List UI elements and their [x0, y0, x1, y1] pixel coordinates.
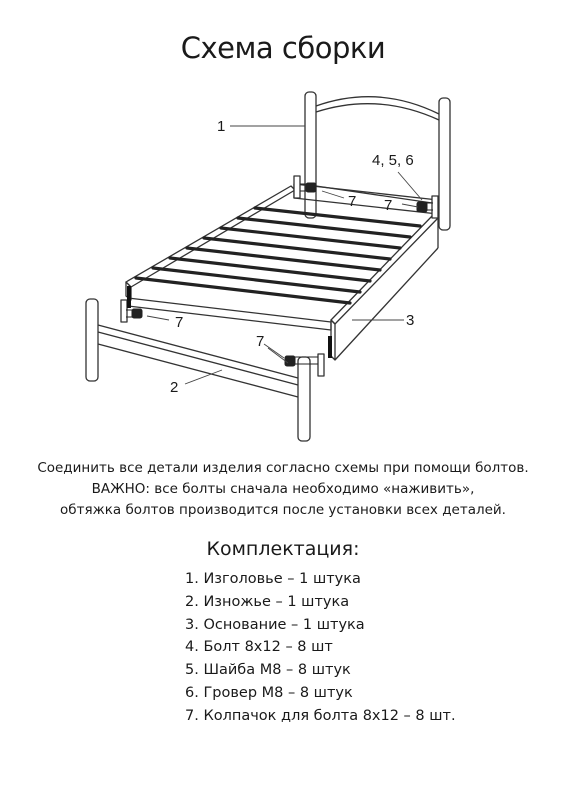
- base-slats: [136, 208, 420, 303]
- list-item: 5. Шайба М8 – 8 штук: [185, 662, 351, 679]
- page-title: Схема сборки: [180, 31, 386, 65]
- callout-base: 3: [406, 312, 415, 329]
- list-item: 7. Колпачок для болта 8х12 – 8 шт.: [185, 707, 456, 724]
- assembly-instructions: [0, 458, 566, 521]
- cap-head-right: [417, 202, 433, 212]
- callout-cap: 7: [256, 333, 265, 350]
- instruction-line: обтяжка болтов производится после установки всех деталей.: [60, 502, 506, 518]
- kit-list: [185, 568, 456, 728]
- list-item: 3. Основание – 1 штука: [185, 616, 365, 633]
- callout-cap: 7: [384, 197, 393, 214]
- footboard-frame: [86, 299, 310, 441]
- list-item: 4. Болт 8х12 – 8 шт: [185, 639, 333, 656]
- callout-hardware: 4, 5, 6: [372, 152, 414, 169]
- cap-foot-right: [285, 356, 318, 366]
- callout-headboard: 1: [217, 118, 226, 135]
- instruction-line: Соединить все детали изделия согласно схемы при помощи болтов.: [37, 460, 529, 476]
- bed-assembly-diagram: [0, 80, 566, 460]
- cap-foot-left: [126, 309, 142, 318]
- callout-cap: 7: [348, 193, 357, 210]
- list-item: 6. Гровер М8 – 8 штук: [185, 684, 353, 701]
- kit-heading: Комплектация:: [206, 538, 360, 560]
- list-item: 1. Изголовье – 1 штука: [185, 571, 361, 587]
- base-end-plate: [328, 336, 332, 358]
- instruction-warning: ВАЖНО: все болты сначала необходимо «наживить»,: [91, 481, 475, 497]
- callout-footboard: 2: [170, 379, 179, 396]
- cap-head-left: [300, 183, 316, 192]
- callout-cap: 7: [175, 314, 184, 331]
- list-item: 2. Изножье – 1 штука: [185, 593, 350, 610]
